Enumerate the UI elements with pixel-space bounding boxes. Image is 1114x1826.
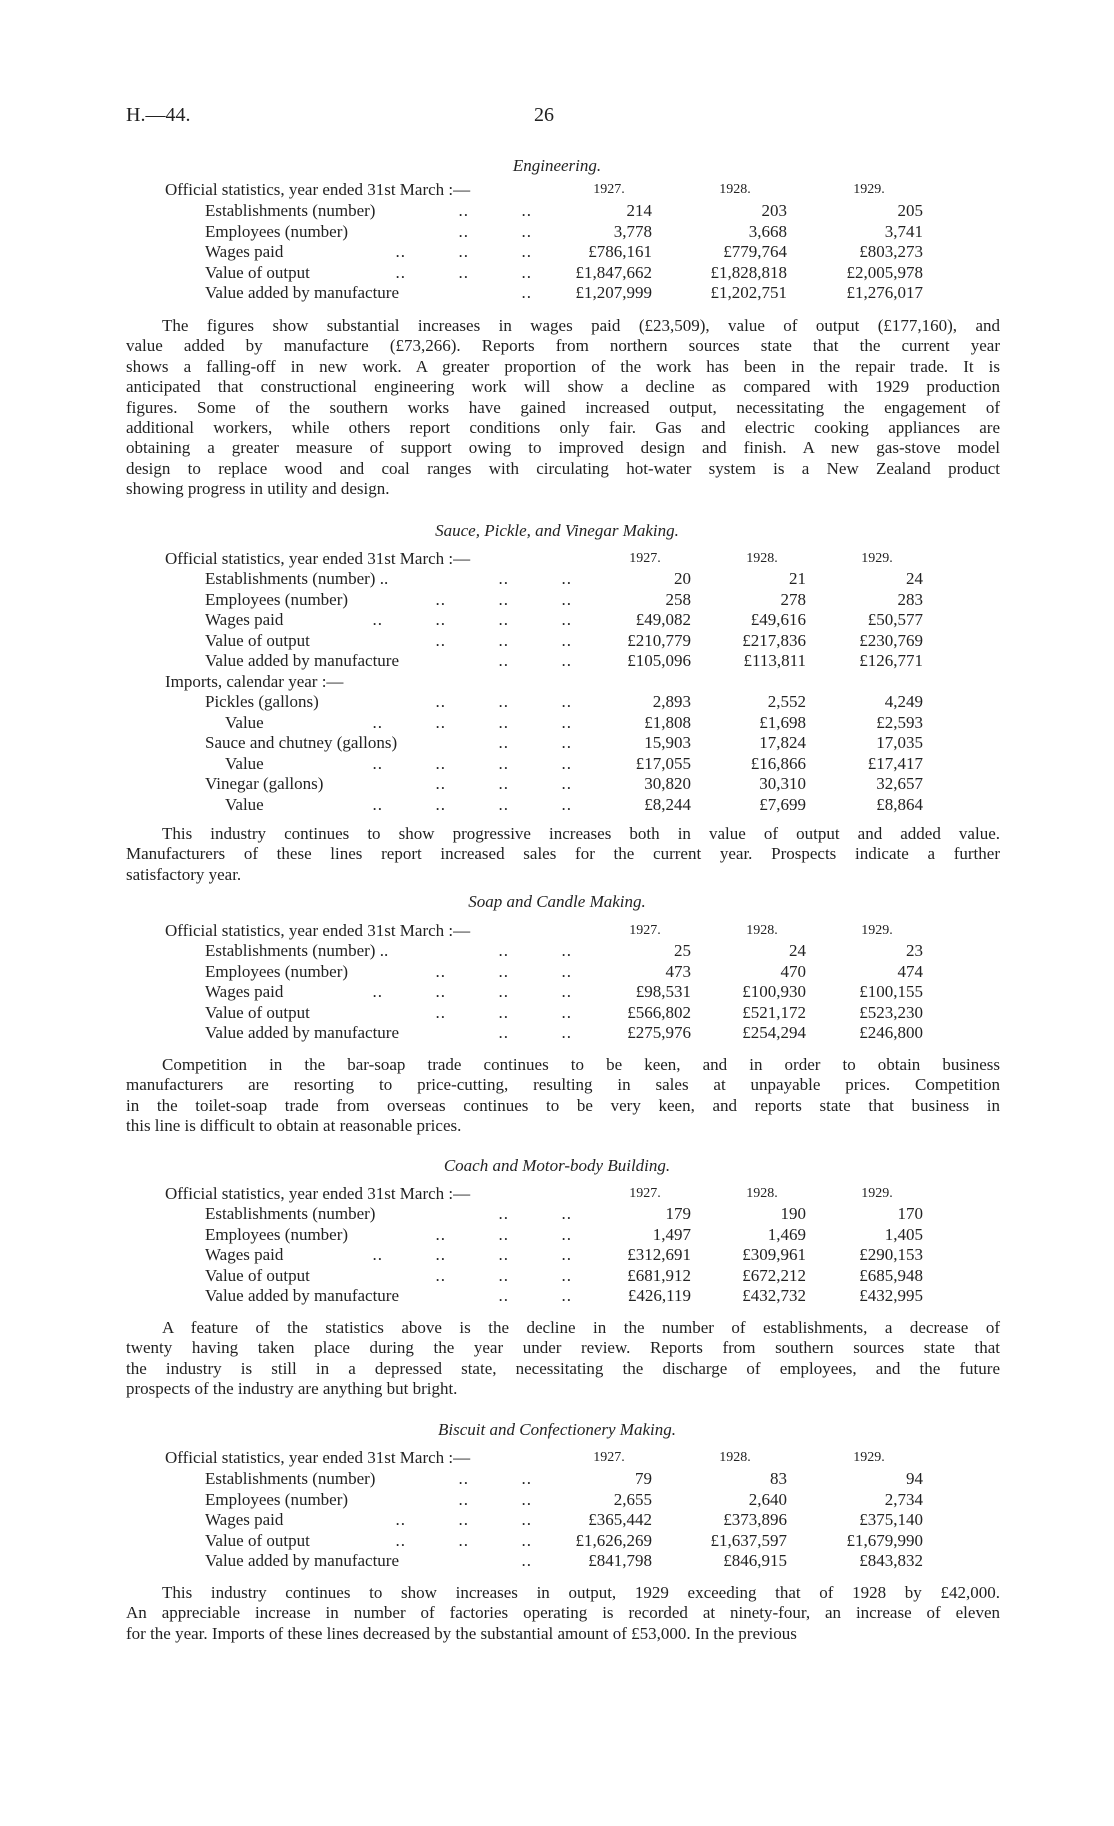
table-cell: £217,836	[742, 630, 806, 650]
table-cell: 1,497	[652, 1224, 691, 1244]
paragraph-line: manufacturers are resorting to price-cutting, resulting in sales at unpayable prices. Competition	[126, 1075, 1000, 1095]
leader-dots: .. .. ..	[435, 774, 572, 793]
section-title: Coach and Motor-body Building.	[443, 1156, 671, 1175]
paragraph-line: in the toilet-soap trade from overseas continues to be very keen, and reports state that business in	[126, 1095, 1000, 1115]
leader-dots: .. .. ..	[435, 1224, 572, 1244]
table-cell: £373,896	[723, 1510, 787, 1529]
row-label: Establishments (number)	[205, 1469, 376, 1488]
statistics-label: Official statistics, year ended 31st March :—	[165, 1448, 471, 1467]
table-row	[0, 1285, 1114, 1306]
year-column-header: 1929.	[853, 182, 885, 197]
table-header-row	[0, 920, 1114, 941]
table-cell: £566,802	[627, 1002, 691, 1022]
table-cell: £1,276,017	[846, 283, 923, 302]
paragraph-line: twenty having taken place during the year under review. Reports from southern sources state that	[126, 1338, 1000, 1358]
table-cell: £17,055	[635, 753, 691, 773]
table-row	[0, 1489, 1114, 1510]
year-column-header: 1928.	[719, 1450, 751, 1465]
leader-dots: .. ..	[498, 569, 572, 588]
table-cell: £230,769	[859, 630, 923, 650]
table-row	[0, 691, 1114, 712]
leader-dots: .. .. ..	[435, 961, 572, 981]
table-cell: £17,417	[867, 753, 923, 773]
page-number: 26	[534, 104, 554, 126]
table-cell: £1,637,597	[710, 1530, 787, 1550]
row-label: Value added by manufacture	[205, 651, 399, 670]
row-label: Value added by manufacture	[205, 283, 399, 302]
table-cell: £841,798	[588, 1551, 652, 1570]
row-label: Value added by manufacture	[205, 1551, 399, 1570]
table-cell: £312,691	[627, 1245, 691, 1264]
table-cell: £16,866	[750, 753, 806, 773]
table-cell: 83	[770, 1469, 787, 1488]
row-label: Employees (number)	[205, 961, 349, 981]
table-cell: £1,202,751	[710, 283, 787, 302]
table-row	[0, 671, 1114, 692]
table-cell: 4,249	[884, 692, 923, 711]
row-label: Employees (number)	[205, 1224, 349, 1244]
leader-dots: .. .. ..	[435, 1002, 572, 1022]
table-cell: £290,153	[859, 1245, 923, 1264]
table-row	[0, 568, 1114, 589]
leader-dots: .. .. .. ..	[372, 610, 572, 629]
paragraph-line: obtaining a greater measure of support owing to improved design and finish. A new gas-stove model	[126, 438, 1000, 458]
table-cell: £7,699	[759, 794, 806, 814]
paragraph-line: prospects of the industry are anything but bright.	[126, 1379, 458, 1399]
table-row	[0, 961, 1114, 982]
paragraph-line: showing progress in utility and design.	[126, 479, 390, 499]
table-header-row	[0, 179, 1114, 200]
table-cell: 190	[780, 1204, 806, 1223]
row-label: Establishments (number) ..	[205, 569, 389, 588]
table-cell: £843,832	[859, 1551, 923, 1570]
table-cell: £521,172	[742, 1002, 806, 1022]
table-cell: £8,244	[644, 794, 691, 814]
leader-dots: .. .. ..	[395, 242, 532, 261]
table-cell: £113,811	[743, 651, 806, 670]
table-row	[0, 1468, 1114, 1489]
table-row	[0, 1530, 1114, 1551]
table-cell: 94	[906, 1469, 923, 1488]
leader-dots: .. .. .. ..	[372, 794, 572, 814]
table-cell: £100,930	[742, 982, 806, 1001]
table-cell: 3,668	[748, 221, 787, 241]
table-row	[0, 221, 1114, 242]
section-title: Biscuit and Confectionery Making.	[438, 1420, 676, 1439]
paragraph-line: An appreciable increase in number of factories operating is recorded at ninety-four, an increase of eleven	[126, 1603, 1000, 1623]
table-cell: 30,820	[644, 774, 691, 793]
table-cell: £426,119	[627, 1286, 691, 1305]
table-cell: 2,640	[748, 1489, 787, 1509]
table-cell: 170	[897, 1204, 923, 1223]
table-cell: 79	[635, 1469, 652, 1488]
table-cell: 1,405	[884, 1224, 923, 1244]
leader-dots: .. .. .. ..	[372, 1245, 572, 1264]
table-cell: 15,903	[644, 733, 691, 752]
paragraph-line: The figures show substantial increases in wages paid (£23,509), value of output (£177,160), and	[162, 316, 1000, 335]
table-cell: £50,577	[867, 610, 923, 629]
year-column-header: 1927.	[629, 923, 661, 938]
table-row	[0, 1022, 1114, 1043]
paragraph-line: for the year. Imports of these lines decreased by the substantial amount of £53,000. In the previous	[126, 1623, 797, 1643]
leader-dots: .. .. ..	[395, 262, 532, 282]
paragraph-line: this line is difficult to obtain at reasonable prices.	[126, 1116, 462, 1136]
table-cell: 473	[665, 961, 691, 981]
paragraph-line: satisfactory year.	[126, 864, 242, 884]
table-cell: £210,779	[627, 630, 691, 650]
row-label: Wages paid	[205, 1245, 284, 1264]
row-label: Value of output	[205, 630, 310, 650]
table-row	[0, 1203, 1114, 1224]
paragraph-line: additional workers, while others report conditions only fair. Gas and electric cooking appliances are	[126, 417, 1000, 437]
table-cell: 205	[897, 201, 923, 220]
table-cell: 17,824	[759, 733, 806, 752]
year-column-header: 1928.	[746, 923, 778, 938]
table-row	[0, 1244, 1114, 1265]
table-cell: £685,948	[859, 1265, 923, 1285]
leader-dots: .. .. ..	[395, 1530, 532, 1550]
leader-dots: .. ..	[498, 733, 572, 752]
leader-dots: ..	[521, 283, 532, 302]
paragraph-line: shows a falling-off in new work. A greater proportion of the work has been in the repair trade. It is	[126, 356, 1000, 376]
table-cell: £309,961	[742, 1245, 806, 1264]
table-cell: 3,778	[613, 221, 652, 241]
table-cell: £1,207,999	[575, 283, 652, 302]
year-column-header: 1928.	[719, 182, 751, 197]
paragraph-line: Manufacturers of these lines report increased sales for the current year. Prospects indicate a further	[126, 844, 1000, 864]
table-cell: 1,469	[767, 1224, 806, 1244]
leader-dots: .. ..	[458, 221, 532, 241]
leader-dots: .. .. ..	[435, 692, 572, 711]
table-cell: £672,212	[742, 1265, 806, 1285]
table-row	[0, 241, 1114, 262]
year-column-header: 1929.	[861, 923, 893, 938]
year-column-header: 1928.	[746, 1186, 778, 1201]
row-label: Value added by manufacture	[205, 1023, 399, 1042]
table-cell: 32,657	[876, 774, 923, 793]
table-cell: £49,616	[750, 610, 806, 629]
row-label: Establishments (number)	[205, 1204, 376, 1223]
table-row	[0, 262, 1114, 283]
table-cell: 30,310	[759, 774, 806, 793]
table-row	[0, 200, 1114, 221]
table-cell: 3,741	[884, 221, 923, 241]
table-header-row	[0, 1183, 1114, 1204]
table-cell: 2,552	[767, 692, 806, 711]
row-label: Wages paid	[205, 1510, 284, 1529]
leader-dots: .. .. ..	[435, 589, 572, 609]
row-label: Pickles (gallons)	[205, 692, 319, 711]
table-cell: 278	[780, 589, 806, 609]
table-row	[0, 1224, 1114, 1245]
paragraph-line: This industry continues to show progressive increases both in value of output and added value.	[162, 824, 1000, 843]
document-code: H.—44.	[126, 104, 191, 126]
leader-dots: .. .. ..	[395, 1510, 532, 1529]
statistics-label: Official statistics, year ended 31st March :—	[165, 1184, 471, 1203]
leader-dots: .. .. .. ..	[372, 753, 572, 773]
table-cell: £275,976	[627, 1023, 691, 1042]
table-row	[0, 981, 1114, 1002]
table-row	[0, 940, 1114, 961]
table-cell: £1,828,818	[710, 262, 787, 282]
table-cell: £8,864	[876, 794, 923, 814]
table-row	[0, 282, 1114, 303]
table-header-row	[0, 1447, 1114, 1468]
section-paragraph	[126, 1583, 1000, 1644]
section-title: Engineering.	[512, 156, 602, 175]
table-cell: 474	[897, 961, 923, 981]
row-label: Value added by manufacture	[205, 1286, 399, 1305]
leader-dots: .. ..	[498, 651, 572, 670]
table-cell: 258	[665, 589, 691, 609]
table-cell: £98,531	[635, 982, 691, 1001]
table-row	[0, 712, 1114, 733]
leader-dots: .. .. ..	[435, 630, 572, 650]
year-column-header: 1927.	[593, 1450, 625, 1465]
section-paragraph	[126, 824, 1000, 885]
statistics-label: Official statistics, year ended 31st March :—	[165, 180, 471, 199]
row-label: Value of output	[205, 1002, 310, 1022]
table-cell: £523,230	[859, 1002, 923, 1022]
table-cell: £681,912	[627, 1265, 691, 1285]
table-row	[0, 630, 1114, 651]
table-cell: £1,626,269	[575, 1530, 652, 1550]
table-cell: £846,915	[723, 1551, 787, 1570]
row-label: Sauce and chutney (gallons)	[205, 733, 398, 752]
table-row	[0, 1265, 1114, 1286]
row-label: Imports, calendar year :—	[165, 671, 344, 691]
row-label: Wages paid	[205, 242, 284, 261]
paragraph-line: Competition in the bar-soap trade continues to be keen, and in order to obtain business	[162, 1055, 1000, 1074]
table-cell: £126,771	[859, 651, 923, 670]
table-cell: 23	[906, 941, 923, 960]
statistics-label: Official statistics, year ended 31st March :—	[165, 549, 471, 568]
row-label: Employees (number)	[205, 1489, 349, 1509]
table-cell: £254,294	[742, 1023, 806, 1042]
table-cell: £1,808	[644, 712, 691, 732]
table-cell: 283	[897, 589, 923, 609]
table-row	[0, 609, 1114, 630]
paragraph-line: This industry continues to show increases in output, 1929 exceeding that of 1928 by £42,000.	[162, 1583, 1000, 1602]
table-row	[0, 732, 1114, 753]
leader-dots: .. .. ..	[435, 1265, 572, 1285]
year-column-header: 1928.	[746, 551, 778, 566]
table-cell: 203	[761, 201, 787, 220]
table-cell: 24	[906, 569, 923, 588]
leader-dots: .. ..	[498, 1204, 572, 1223]
leader-dots: .. .. .. ..	[372, 712, 572, 732]
table-cell: £779,764	[723, 242, 787, 261]
section-paragraph	[126, 1318, 1000, 1400]
paragraph-line: design to replace wood and coal ranges with circulating hot-water system is a New Zealand product	[126, 458, 1000, 478]
leader-dots: .. ..	[458, 1469, 532, 1488]
paragraph-line: A feature of the statistics above is the decline in the number of establishments, a decrease of	[162, 1318, 1000, 1337]
table-cell: £432,995	[859, 1286, 923, 1305]
row-label: Wages paid	[205, 982, 284, 1001]
row-label: Value	[225, 712, 264, 732]
row-label: Value of output	[205, 262, 310, 282]
table-cell: 17,035	[876, 733, 923, 752]
table-cell: 470	[780, 961, 806, 981]
table-row	[0, 1002, 1114, 1023]
paragraph-line: the industry is still in a depressed state, necessitating the discharge of employees, and the future	[126, 1358, 1000, 1378]
table-row	[0, 794, 1114, 815]
table-row	[0, 1509, 1114, 1530]
table-cell: 24	[789, 941, 806, 960]
table-cell: 2,655	[613, 1489, 652, 1509]
year-column-header: 1929.	[853, 1450, 885, 1465]
table-cell: £49,082	[635, 610, 691, 629]
row-label: Value of output	[205, 1265, 310, 1285]
table-header-row	[0, 548, 1114, 569]
table-row	[0, 773, 1114, 794]
leader-dots: ..	[521, 1551, 532, 1570]
table-cell: 20	[674, 569, 691, 588]
paragraph-line: figures. Some of the southern works have gained increased output, necessitating the engagement of	[126, 397, 1000, 417]
table-cell: £786,161	[588, 242, 652, 261]
section-title: Soap and Candle Making.	[468, 892, 646, 911]
year-column-header: 1927.	[593, 182, 625, 197]
table-cell: £105,096	[627, 651, 691, 670]
leader-dots: .. ..	[458, 201, 532, 220]
row-label: Employees (number)	[205, 589, 349, 609]
leader-dots: .. ..	[498, 1286, 572, 1305]
table-row	[0, 1550, 1114, 1571]
row-label: Value of output	[205, 1530, 310, 1550]
leader-dots: .. ..	[458, 1489, 532, 1509]
table-cell: £1,698	[759, 712, 806, 732]
row-label: Establishments (number) ..	[205, 941, 389, 960]
section-paragraph	[126, 1055, 1000, 1137]
table-cell: £432,732	[742, 1286, 806, 1305]
table-cell: £375,140	[859, 1510, 923, 1529]
row-label: Value	[225, 794, 264, 814]
paragraph-line: value added by manufacture (£73,266). Reports from northern sources state that the current year	[126, 336, 1000, 356]
table-cell: 2,734	[884, 1489, 923, 1509]
row-label: Wages paid	[205, 610, 284, 629]
year-column-header: 1929.	[861, 1186, 893, 1201]
statistics-label: Official statistics, year ended 31st March :—	[165, 921, 471, 940]
table-cell: 21	[789, 569, 806, 588]
table-row	[0, 589, 1114, 610]
table-cell: 2,893	[652, 692, 691, 711]
table-cell: 214	[626, 201, 652, 220]
section-paragraph	[126, 316, 1000, 500]
table-cell: 25	[674, 941, 691, 960]
table-cell: 179	[665, 1204, 691, 1223]
row-label: Vinegar (gallons)	[205, 774, 324, 793]
table-cell: £1,847,662	[575, 262, 652, 282]
row-label: Establishments (number)	[205, 201, 376, 220]
table-cell: £1,679,990	[846, 1530, 923, 1550]
leader-dots: .. ..	[498, 941, 572, 960]
year-column-header: 1927.	[629, 551, 661, 566]
leader-dots: .. .. .. ..	[372, 982, 572, 1001]
table-cell: £100,155	[859, 982, 923, 1001]
table-cell: £2,593	[876, 712, 923, 732]
table-row	[0, 753, 1114, 774]
section-title: Sauce, Pickle, and Vinegar Making.	[435, 521, 679, 540]
row-label: Value	[225, 753, 264, 773]
table-cell: £246,800	[859, 1023, 923, 1042]
year-column-header: 1929.	[861, 551, 893, 566]
table-cell: £365,442	[588, 1510, 652, 1529]
paragraph-line: anticipated that constructional engineering work will show a decline as compared with 1929 production	[126, 377, 1000, 397]
leader-dots: .. ..	[498, 1023, 572, 1042]
table-cell: £803,273	[859, 242, 923, 261]
year-column-header: 1927.	[629, 1186, 661, 1201]
row-label: Employees (number)	[205, 221, 349, 241]
table-row	[0, 650, 1114, 671]
table-cell: £2,005,978	[846, 262, 923, 282]
